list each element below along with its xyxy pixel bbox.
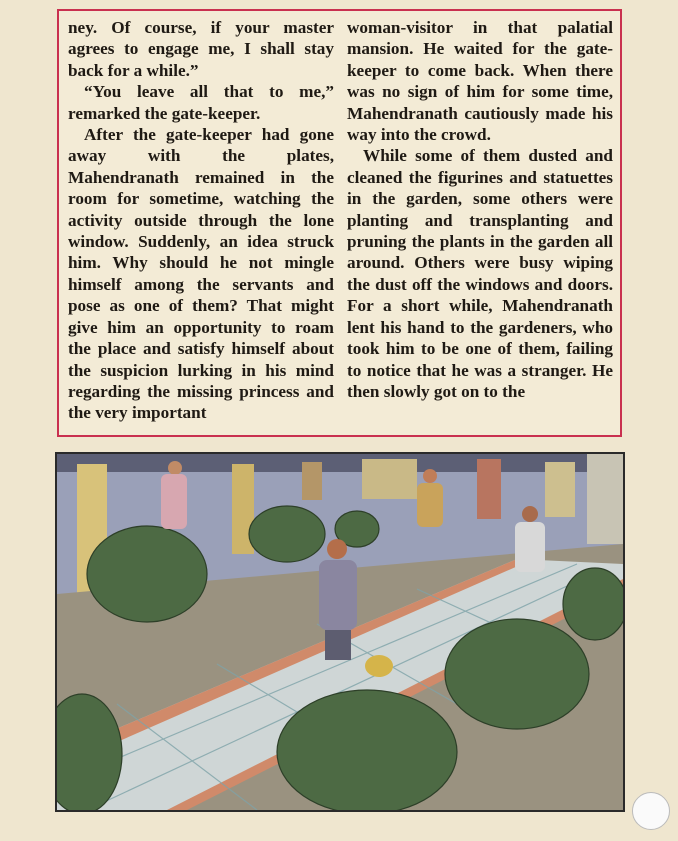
window xyxy=(362,459,417,499)
paragraph: After the gate-keeper had gone away with the plates, Mahendranath remained in the room for sometime, watching the activity outside through the lone window. Suddenly, an idea struck him. Why should he not mingle himself among the servants and pose as one of them? That might give him an opportunity to roam the place and satisfy himself about the suspicion lurking in his mind regarding the missing princess and the very important xyxy=(68,125,334,423)
garden-illustration xyxy=(55,452,625,812)
paragraph: “You leave all that to me,” remarked the gate-keeper. xyxy=(68,82,334,123)
doorway xyxy=(477,459,501,519)
pot xyxy=(365,655,393,677)
right-column xyxy=(347,17,613,402)
pillar xyxy=(587,454,623,544)
paragraph: ney. Of course, if your master agrees to engage me, I shall stay back for a while.” xyxy=(68,18,334,80)
window xyxy=(545,462,575,517)
shrub xyxy=(249,506,325,562)
window xyxy=(302,462,322,500)
shrub xyxy=(563,568,623,640)
shrub xyxy=(87,526,207,622)
garden-scene xyxy=(57,454,623,810)
watermark-logo xyxy=(632,792,670,830)
left-column xyxy=(68,17,334,424)
paragraph: While some of them dusted and cleaned the figurines and statuettes in the garden, some others were planting and transplanting and pruning the plants in the garden all around. Others were busy wiping the dust off the windows and doors. For a short while, Mahendranath lent his hand to the gardeners, who took him to be one of them, failing to notice that he was a stranger. He then slowly got on to the xyxy=(347,146,613,401)
shrub xyxy=(277,690,457,810)
story-text-box xyxy=(57,9,622,437)
shrub xyxy=(445,619,589,729)
paragraph: woman-visitor in that palatial mansion. He waited for the gate-keeper to come back. When there was no sign of him for some time, Mahendranath cautiously made his way into the crowd. xyxy=(347,18,613,145)
